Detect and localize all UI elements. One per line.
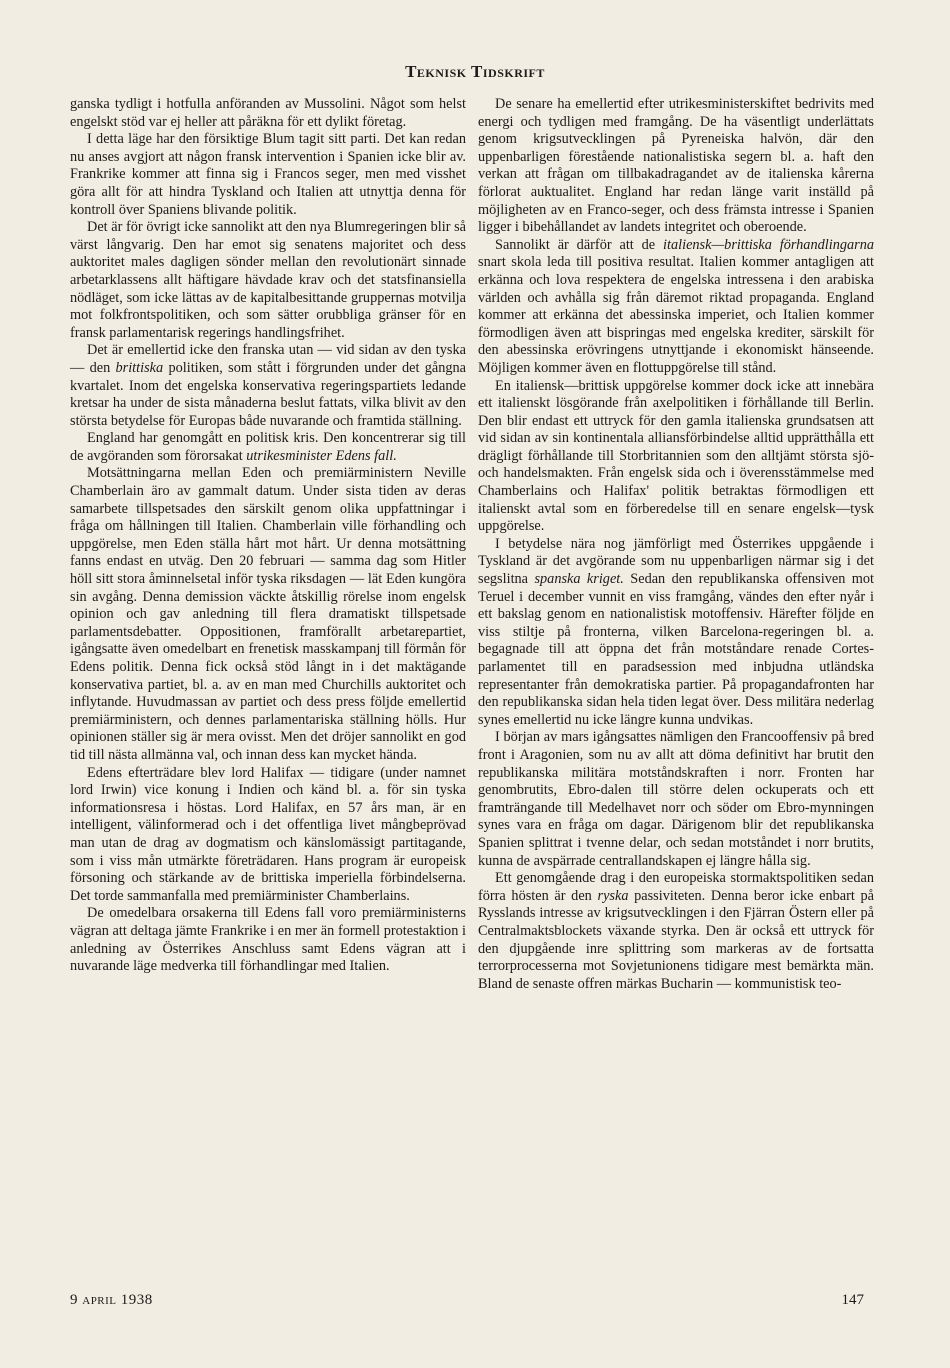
paragraph-text: Sedan den republikanska offensiven mot Teruel i december vunnit en viss framgång, vändes den efter nyår i ett bakslag genom en nationalistisk motoffensiv. Härefter följde en viss stiltje på fronterna, vilken Barcelona-regeringen bl. a. begagnade till att öppna det från motståndare renade Cortes-parlamentet till en paradsession med inbjudna utländska representanter från demokratiska partier. På propagandafronten har den republikanska sidan hela tiden legat över. Dess militära nederlag synes emellertid nu icke längre kunna undvikas. [478,571,874,728]
paragraph-text: Det är emellertid icke den franska utan — vid sidan av den tyska — den [70,342,466,376]
paragraph: Edens efterträdare blev lord Halifax — tidigare (under namnet lord Irwin) vice konung i Indien och känd bl. a. för sin tyska informationsresa i höstas. Lord Halifax, en 57 års man, är en intelligent, välinformerad och i det offentliga livet mångbeprövad man utan de drag av dogmatism och känslomässigt partitagande, som i viss mån utmärkte företrädaren. Hans program är europeisk försoning och stärkande av de brittiska imperiella förbindelserna. Det torde sammanfalla med premiärminister Chamberlains. [70,764,466,904]
emphasis-text: ryska [597,887,629,904]
journal-title: Teknisk Tidskrift [405,62,545,81]
left-column [70,96,466,976]
paragraph-text: politiken, som stått i förgrunden under det gångna kvartalet. Inom det engelska konservativa regeringspartiets ledande kretsar ha under de sista månaderna beslut fattats, vilka blivit av den största betydelse för Europas både nuvarande och framtida ställning. [70,359,466,429]
page-number: 147 [841,1292,864,1308]
emphasis-text: spanska kriget. [534,571,624,588]
paragraph-text: Sannolikt är därför att de [495,236,664,253]
emphasis-text: italiensk—brittiska förhandlingarna [663,236,874,253]
paragraph: Motsättningarna mellan Eden och premiärministern Neville Chamberlain äro av gammalt datum. Under sista tiden av deras samarbete tillspetsades den särskilt genom olika uppfattningar i fråga om hållningen till Italien. Chamberlain ville förhandling och uppgörelse, men Eden ställa hårt mot hårt. Ur denna motsättning fanns endast en utväg. Den 20 februari — samma dag som Hitler höll sitt stora åminnelsetal inför tyska riksdagen — lät Eden kungöra sin avgång. Denna demission väckte åtskillig rörelse inom engelsk opinion och gav anledning till flera dramatiskt tillspetsade parlamentsdebatter. Oppositionen, framförallt arbetarepartiet, igångsatte även omedelbart en frenetisk masskampanj till förmån för Edens politik. Denna fick också stöd långt in i det maktägande konservativa partiet, bl. a. av en man med Churchills auktoritet och inflytande. Huvudmassan av partiet och dess press följde emellertid premiärministern, och dennes parlamentariska ställning hölls. Hur opinionen ställer sig är mera ovisst. Men det dröjer sannolikt en god tid till nästa allmänna val, och innan dess kan mycket hända. [70,465,466,763]
paragraph-text: Ett genomgående drag i den europeiska stormaktspolitiken sedan förra hösten är den [478,870,874,904]
journal-masthead [0,62,950,82]
paragraph-text: passiviteten. Denna beror icke enbart på Rysslands intresse av krigsutvecklingen i den Fjärran Östern eller på Centralmaktsblockets växande styrka. Den är också ett uttryck för den djupgående inre splittring som markeras av de fortsatta terrorprocesserna mot Sovjetunionens tidigare mest bemärkta män. Bland de senaste offren märkas Bucharin — kommunistisk teo- [478,887,874,992]
paragraph: De omedelbara orsakerna till Edens fall voro premiärministerns vägran att deltaga jämte Frankrike i en mer än formell protestaktion i anledning av Österrikes Anschluss samt Edens vägran att i nuvarande läge medverka till förhandlingar med Italien. [70,905,466,975]
paragraph [70,430,466,465]
paragraph [478,870,874,993]
paragraph: ganska tydligt i hotfulla anföranden av Mussolini. Något som helst engelskt stöd var ej heller att påräkna för ett dylikt företag. [70,96,466,130]
paragraph [478,237,874,378]
paragraph-text: snart skola leda till positiva resultat. Italien kommer antagligen att erkänna och lova respektera de engelska intressena i den arabiska världen och avhålla sig från däremot riktad propaganda. England kommer att erkänna det abessinska imperiet, och Italien kommer förmodligen även att bispringas med engelska krediter, särskilt för den abessinska erövringens utnyttjande i ekonomiskt hänseende. Möjligen kommer även en flottuppgörelse till stånd. [478,254,874,376]
paragraph: De senare ha emellertid efter utrikesministerskiftet bedrivits med energi och tydligen med framgång. De ha väsentligt underlättats genom krigsutvecklingen på Pyreneiska halvön, där den uppenbarligen förestående nationalistiska segern bl. a. haft den verkan att frågan om tillbakadragandet av de italienska kårerna förlorat auktualitet. England har redan länge varit inställd på möjligheten av en Franco-seger, och dess främsta intresse i Spanien ligger i bibehållandet av landets integritet och oberoende. [478,96,874,236]
paragraph: En italiensk—brittisk uppgörelse kommer dock icke att innebära ett italienskt lösgörande från axelpolitiken i förhållande till Berlin. Den blir endast ett uttryck för den gamla italienska grundsatsen att vid sidan av sin kontinentala alliansförbindelse alltid upprätthålla ett drägligt förhållande till Storbritannien som den alltjämt största sjö- och handelsmakten. Från engelsk sida och i överensstämmelse med Chamberlains och Halifax' politik betraktas förmodligen ett italienskt avtal som en förberedelse till en senare engelsk—tysk uppgörelse. [478,377,874,535]
issue-date-text: 9 april 1938 [70,1292,153,1308]
paragraph: I detta läge har den försiktige Blum tagit sitt parti. Det kan redan nu anses avgjort att någon fransk intervention i Spanien icke blir av. Frankrike kommer att finna sig i Francos seger, men med visshet göra allt för att hindra Tyskland och Italien att utnyttja denna för kontroll över Spaniens blivande politik. [70,131,466,218]
emphasis-text: utrikesminister Edens fall. [246,447,397,464]
paragraph [478,536,874,730]
issue-date [70,1292,153,1309]
paragraph: Det är för övrigt icke sannolikt att den nya Blumregeringen blir så värst långvarig. Den har emot sig senatens majoritet och dess auktoritet males dagligen sönder mellan den revolutionärt sinnade arbetarklassens allt häftigare hävdade krav och det statsfinansiella nödläget, som icke lättas av de kapitalbesittande gruppernas motvilja mot folkfrontspolitiken, och som sätter orubbliga gränser för en fransk parlamentarisk regerings handlingsfrihet. [70,219,466,341]
paragraph-text: England har genomgått en politisk kris. Den koncentrerar sig till de avgöranden som förorsakat [70,430,466,464]
emphasis-text: brittiska [115,359,164,376]
paragraph [70,342,466,430]
paragraph: I början av mars igångsattes nämligen den Francooffensiv på bred front i Aragonien, som nu av allt att döma definitivt har brutit den republikanska militära motståndskraften i norr. Fronten har genombrutits, Ebro-dalen till större delen ockuperats och ett framträngande till Medelhavet norr och söder om Ebro-mynningen synes vara en fråga om dagar. Därigenom blir det republikanska Spanien splittrat i tvenne delar, och sedan motståndet i norr brutits, kunna de avspärrade centrallandskapen ej längre hålla sig. [478,729,874,869]
right-column [478,96,874,993]
paragraph-text: I betydelse nära nog jämförligt med Österrikes uppgående i Tyskland är det avgörande som nu uppenbarligen närmar sig i det segslitna [478,535,874,588]
